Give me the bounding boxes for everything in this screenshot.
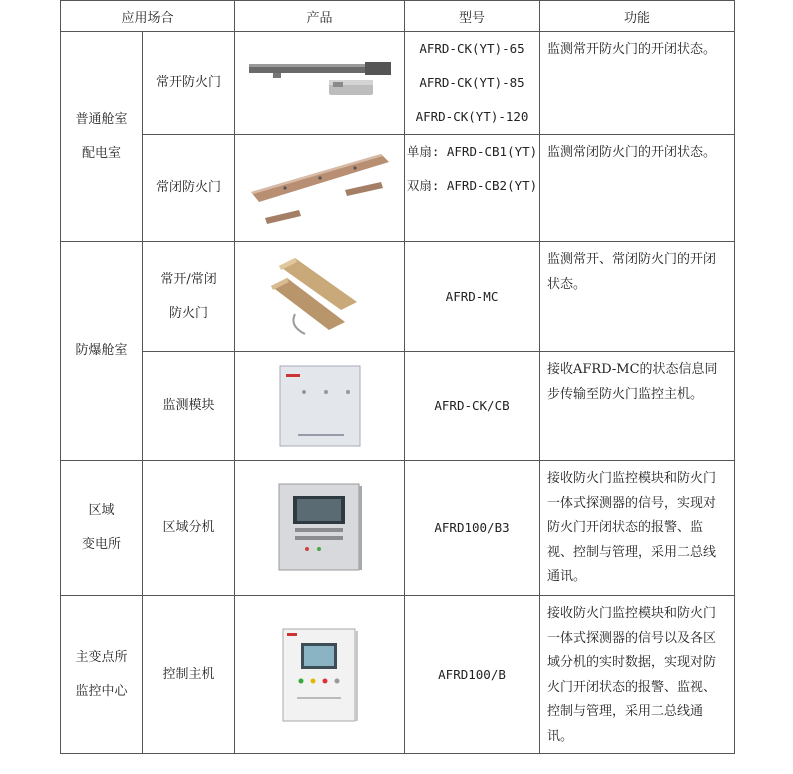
table-header-row	[61, 1, 735, 32]
product-name	[143, 242, 235, 352]
model-value: AFRD-CK/CB	[405, 352, 540, 461]
function-text: 监测常闭防火门的开闭状态。	[540, 135, 735, 242]
function-text: 接收防火门监控模块和防火门一体式探测器的信号，实现对防火门开闭状态的报警、监视、控制与管理，采用二总线通讯。	[540, 461, 735, 596]
header-product: 产品	[235, 1, 405, 32]
model-value: 单扇: AFRD-CB1(YT)	[406, 144, 538, 159]
table-row	[61, 352, 735, 461]
function-text: 接收防火门监控模块和防火门一体式探测器的信号以及各区域分机的实时数据，实现对防火门开闭状态的报警、监视、控制与管理，采用二总线通讯。	[540, 596, 735, 754]
table-row	[61, 461, 735, 596]
model-value: AFRD-CK(YT)-65	[419, 41, 525, 56]
door-sensor-bar-image	[235, 135, 405, 242]
magnetic-switch-image	[235, 242, 405, 352]
model-value: AFRD-CK(YT)-85	[419, 75, 525, 90]
place-line: 防爆舱室	[75, 343, 128, 358]
table-row	[61, 242, 735, 352]
model-value: AFRD100/B3	[405, 461, 540, 596]
place-cell	[61, 596, 143, 754]
monitor-module-image	[235, 352, 405, 461]
place-cell	[61, 32, 143, 242]
product-line: 防火门	[169, 305, 209, 321]
product-name: 常闭防火门	[143, 135, 235, 242]
table-row	[61, 135, 735, 242]
place-line: 监控中心	[75, 683, 128, 699]
product-name: 常开防火门	[143, 32, 235, 135]
place-line: 普通舱室	[75, 111, 128, 127]
header-application: 应用场合	[61, 1, 235, 32]
product-spec-table	[60, 0, 735, 754]
control-host-image	[235, 596, 405, 754]
model-value: AFRD100/B	[405, 596, 540, 754]
table-row	[61, 596, 735, 754]
product-name: 控制主机	[143, 596, 235, 754]
place-line: 区域	[88, 503, 115, 518]
function-text: 接收AFRD-MC的状态信息同步传输至防火门监控主机。	[540, 352, 735, 461]
product-name: 区域分机	[143, 461, 235, 596]
header-function: 功能	[540, 1, 735, 32]
model-cell	[405, 135, 540, 242]
function-text: 监测常开、常闭防火门的开闭状态。	[540, 242, 735, 352]
place-cell	[61, 242, 143, 461]
place-line: 配电室	[81, 145, 121, 161]
model-value: 双扇: AFRD-CB2(YT)	[406, 178, 538, 193]
product-line: 常开/常闭	[160, 271, 217, 287]
header-model: 型号	[405, 1, 540, 32]
door-closer-image	[235, 32, 405, 135]
place-cell	[61, 461, 143, 596]
model-cell	[405, 32, 540, 135]
place-line: 主变点所	[75, 649, 128, 665]
table-row	[61, 32, 735, 135]
model-value: AFRD-MC	[405, 242, 540, 352]
product-name: 监测模块	[143, 352, 235, 461]
place-line: 变电所	[81, 537, 121, 552]
zone-extension-image	[235, 461, 405, 596]
model-value: AFRD-CK(YT)-120	[415, 109, 529, 124]
function-text: 监测常开防火门的开闭状态。	[540, 32, 735, 135]
